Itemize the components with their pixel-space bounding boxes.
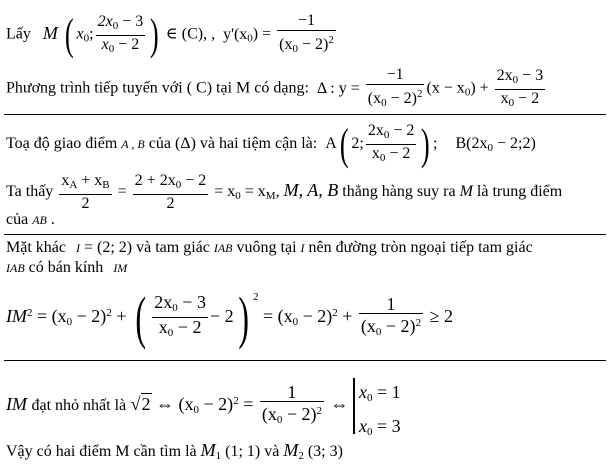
num: −1 bbox=[366, 66, 425, 85]
iff-tail: − 2) bbox=[199, 394, 234, 415]
var-x: x bbox=[359, 416, 367, 436]
point-M: M bbox=[459, 183, 473, 201]
point-I: I bbox=[75, 241, 80, 255]
sub-0: 0 bbox=[367, 392, 373, 404]
sub-0: 0 bbox=[367, 426, 373, 438]
var-x: x bbox=[359, 382, 367, 402]
den-tail: − 2) bbox=[282, 404, 317, 424]
den-tail: − 2 bbox=[114, 35, 140, 53]
den-tail: − 2 bbox=[514, 89, 540, 107]
paren-close: ) bbox=[237, 284, 249, 350]
fraction-derivative bbox=[277, 12, 336, 58]
sup-2: 2 bbox=[416, 88, 423, 100]
point-B: B(2x bbox=[455, 135, 488, 153]
sqrt-2: √2 bbox=[130, 394, 151, 415]
paren-open: ( bbox=[339, 119, 349, 169]
plus: + bbox=[116, 306, 127, 326]
text-collinear: thẳng hàng suy ra bbox=[342, 183, 456, 201]
den: 2 bbox=[81, 195, 90, 212]
den: (x bbox=[367, 90, 382, 107]
num: x bbox=[61, 172, 70, 189]
plus: + bbox=[342, 306, 353, 326]
sub-0: 0 bbox=[487, 142, 493, 155]
delta-eq: Δ : y = bbox=[316, 79, 360, 97]
text-in-C: ∈ (C), , bbox=[165, 25, 216, 43]
divider bbox=[4, 360, 606, 361]
den-tail: − 2 bbox=[173, 317, 202, 338]
point-M1: M bbox=[200, 440, 216, 460]
divider bbox=[4, 234, 606, 235]
sub-0: 0 bbox=[292, 316, 299, 328]
segment-AB: AB bbox=[32, 213, 47, 227]
solution-system bbox=[353, 378, 401, 438]
text-circumcircle: nên đường tròn ngoại tiếp tam giác bbox=[308, 239, 533, 256]
sub-0: 0 bbox=[193, 404, 200, 417]
points-AB: A , B bbox=[121, 137, 145, 152]
line-midpoint-cont bbox=[6, 210, 55, 230]
sup-2: 2 bbox=[332, 307, 338, 319]
minus2: − 2 bbox=[209, 306, 234, 326]
line-take-point: Lấy M ( $x_0$; $\frac{2x_0 - 3}{x_0 - 2}$ ) ∈ (C), , $y'(x_0)$ = $\frac{-1}{(x_0 - 2)^2}$ bbox=[6, 10, 334, 59]
var-x: x bbox=[76, 25, 84, 43]
sub-0: 0 bbox=[383, 129, 390, 141]
IM: IM bbox=[6, 306, 27, 326]
fraction-y0 bbox=[152, 293, 208, 342]
sub-0: 0 bbox=[464, 86, 471, 99]
solution-2: = 3 bbox=[377, 416, 401, 436]
paren-open: ( bbox=[135, 284, 146, 350]
den-tail: − 2 bbox=[385, 145, 411, 162]
sub-1: 1 bbox=[215, 450, 222, 462]
sub-0: 0 bbox=[512, 73, 519, 86]
fraction-reciprocal bbox=[260, 383, 324, 429]
rest: = x bbox=[214, 183, 236, 201]
paren-close: ) bbox=[421, 119, 431, 169]
text-and: và bbox=[264, 443, 280, 460]
mid: (x − x bbox=[426, 79, 465, 97]
sub-0: 0 bbox=[235, 190, 241, 203]
line-conclusion bbox=[6, 440, 343, 466]
den: x bbox=[500, 89, 509, 107]
point-M: M bbox=[42, 22, 58, 43]
fraction-sum bbox=[133, 172, 209, 213]
sup-2: 2 bbox=[415, 316, 422, 329]
den-tail: − 2) bbox=[381, 315, 416, 336]
sup-2: 2 bbox=[316, 405, 322, 417]
sub-B: B bbox=[102, 179, 110, 191]
IM: IM bbox=[6, 394, 27, 415]
iff: ⇔ (x bbox=[156, 394, 194, 415]
num-tail: − 3 bbox=[118, 12, 144, 30]
sup-2: 2 bbox=[27, 307, 33, 319]
paren-close: ) bbox=[150, 10, 159, 59]
sup-2: 2 bbox=[328, 34, 334, 46]
text-radius: có bán kính bbox=[28, 259, 104, 276]
text-tangent: Phương trình tiếp tuyến với ( C) tại M có dạng: bbox=[6, 79, 309, 97]
num: 2x bbox=[496, 66, 513, 84]
eq: = bbox=[243, 394, 254, 415]
delta: (Δ) bbox=[174, 135, 196, 153]
text-cua: của bbox=[6, 211, 29, 228]
sub-0: 0 bbox=[66, 316, 73, 328]
text-minimum: đạt nhỏ nhất là bbox=[31, 397, 127, 415]
fraction-xA-xB bbox=[59, 172, 111, 213]
solution-1: = 1 bbox=[377, 382, 401, 402]
sub-0: 0 bbox=[112, 19, 119, 32]
line-radius bbox=[6, 258, 127, 278]
segment-IM: IM bbox=[113, 261, 128, 275]
triangle-IAB: IAB bbox=[213, 241, 233, 255]
den: x bbox=[371, 145, 380, 162]
sub-0: 0 bbox=[375, 325, 382, 338]
line-intersection-points: Toạ độ giao điểm A , B của (Δ) và hai tiệm cận là: A( 2; $\frac{2x_0 - 2}{x_0 - 2}$ ) ; $B(2x_0$ − 2;2) bbox=[6, 119, 536, 169]
b-tail: − 2;2) bbox=[493, 135, 536, 153]
den-tail: − 2) bbox=[386, 90, 417, 107]
num: 2x bbox=[367, 122, 384, 139]
sub-0: 0 bbox=[108, 42, 115, 55]
fraction-A-y bbox=[366, 122, 417, 167]
triangle-IAB: IAB bbox=[6, 261, 25, 275]
text-coords: Toạ độ giao điểm bbox=[6, 135, 118, 153]
num-tail: − 2 bbox=[181, 172, 207, 189]
sub-A: A bbox=[69, 179, 78, 191]
iff: ⇔ bbox=[330, 394, 349, 415]
sub-0: 0 bbox=[381, 97, 387, 109]
sub-0: 0 bbox=[83, 32, 90, 45]
mid-tail: ) + bbox=[470, 79, 489, 97]
radicand: 2 bbox=[141, 394, 151, 415]
M1-value: (1; 1) bbox=[225, 443, 261, 460]
num: 1 bbox=[359, 295, 423, 314]
line-right-triangle bbox=[6, 238, 533, 258]
sup-2: 2 bbox=[252, 291, 259, 303]
sub-0: 0 bbox=[508, 96, 515, 109]
point-M2: M bbox=[283, 440, 299, 460]
text-conclusion: Vậy có hai điểm M cần tìm là bbox=[6, 443, 197, 460]
num: 2x bbox=[154, 292, 173, 313]
text-mat-khac: Mặt khác bbox=[6, 239, 66, 256]
den: x bbox=[101, 35, 109, 53]
sub-0: 0 bbox=[276, 414, 283, 426]
fraction-slope bbox=[366, 66, 425, 112]
M2-value: (3; 3) bbox=[307, 443, 343, 460]
sub-M: M bbox=[265, 190, 276, 203]
text-cua: của bbox=[148, 135, 171, 153]
line-tangent-equation bbox=[6, 66, 547, 112]
divider bbox=[4, 114, 606, 115]
den: 2 bbox=[166, 195, 175, 212]
yprime: y'(x bbox=[223, 25, 248, 43]
sub-0: 0 bbox=[292, 43, 298, 55]
den-tail: − 2) bbox=[297, 36, 329, 53]
num: 1 bbox=[260, 383, 324, 402]
num-tail: − 3 bbox=[177, 292, 206, 313]
text-lay: Lấy bbox=[6, 25, 31, 43]
a-first: 2; bbox=[351, 135, 364, 153]
eq2: = (x bbox=[262, 306, 293, 326]
sub-0: 0 bbox=[247, 32, 253, 45]
eq1-tail: − 2) bbox=[72, 306, 107, 326]
num-plus: + x bbox=[77, 172, 103, 189]
fraction-y-of-M bbox=[96, 13, 146, 58]
text-asymptotes: và hai tiệm cận là: bbox=[199, 135, 318, 153]
line-midpoint: Ta thấy $\frac{x_A + x_B}{2}$ = $\frac{2 + 2x_0 - 2}{2}$ = $x_0 = x_M$, M, A, B thẳng hàng suy ra M là trung điểm bbox=[6, 172, 563, 212]
sup-2: 2 bbox=[233, 395, 239, 408]
text-right-at: vuông tại bbox=[236, 239, 297, 256]
text-triangle: và tam giác bbox=[136, 239, 210, 256]
sup-2: 2 bbox=[106, 307, 112, 319]
sub-0: 0 bbox=[379, 152, 386, 164]
yprime-tail: ) = bbox=[252, 25, 272, 43]
den: (x bbox=[261, 404, 277, 424]
I-value: = (2; 2) bbox=[83, 239, 133, 256]
fraction-y0 bbox=[495, 67, 546, 112]
ge-2: ≥ 2 bbox=[429, 306, 453, 326]
sub-0: 0 bbox=[175, 179, 182, 191]
period: . bbox=[50, 211, 55, 228]
fraction-reciprocal bbox=[359, 295, 423, 341]
den: (x bbox=[360, 315, 376, 336]
eq2-tail: − 2) bbox=[298, 306, 333, 326]
num: 2 + 2x bbox=[134, 172, 176, 189]
sub-2: 2 bbox=[298, 450, 304, 462]
line-minimum bbox=[6, 378, 401, 438]
num-tail: − 3 bbox=[518, 66, 544, 84]
den: (x bbox=[279, 36, 293, 53]
eq1: = (x bbox=[37, 306, 67, 326]
sub-0: 0 bbox=[167, 327, 174, 340]
point-I: I bbox=[300, 241, 305, 255]
paren-open: ( bbox=[64, 10, 74, 59]
points-MAB: M, A, B bbox=[283, 180, 339, 201]
point-A: A bbox=[325, 135, 337, 153]
den: x bbox=[158, 317, 168, 338]
num: −1 bbox=[277, 12, 336, 31]
num-tail: − 2 bbox=[389, 122, 415, 139]
sub-0: 0 bbox=[172, 302, 178, 315]
rest2: = x bbox=[240, 183, 266, 201]
text-midpoint: là trung điểm bbox=[476, 183, 563, 201]
num: 2x bbox=[97, 12, 113, 30]
text-ta-thay: Ta thấy bbox=[6, 183, 54, 201]
eq: = bbox=[117, 183, 127, 201]
line-IM-squared bbox=[6, 284, 453, 350]
